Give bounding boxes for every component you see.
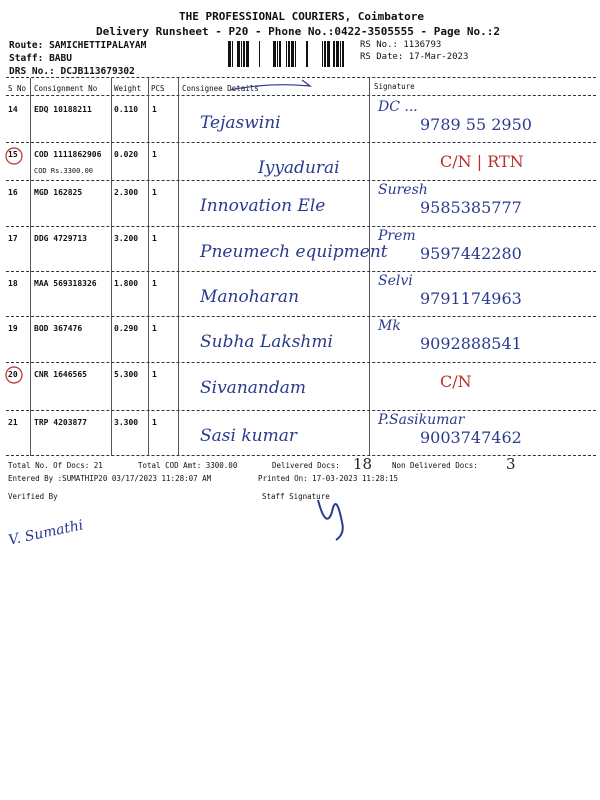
total-cod-label: Total COD Amt: xyxy=(138,461,202,470)
col-weight: Weight xyxy=(114,84,142,93)
row-signature-phone: 9585385777 xyxy=(420,198,522,217)
row-signature-name: P.Sasikumar xyxy=(378,412,465,428)
header-arrow-stroke xyxy=(230,80,310,90)
entered-by: Entered By :SUMATHIP20 03/17/2023 11:28:07 AM xyxy=(8,474,212,483)
row-consignee-handwritten: Pneumech equipment xyxy=(200,242,388,262)
row-weight: 3.200 xyxy=(114,234,139,243)
verified-by-label: Verified By xyxy=(8,492,58,501)
row-cod-amount: COD Rs.3300.00 xyxy=(34,167,94,175)
row-pcs: 1 xyxy=(152,150,157,159)
row-pcs: 1 xyxy=(152,418,157,427)
row-consignment-no: CNR 1646565 xyxy=(34,370,87,379)
row-sno: 17 xyxy=(8,234,18,243)
drs-value: DCJB113679302 xyxy=(60,66,135,77)
row-signature-status: C/N | RTN xyxy=(440,152,524,171)
row-pcs: 1 xyxy=(152,105,157,114)
col-pcs: PCS xyxy=(151,84,165,93)
row-signature-phone: 9791174963 xyxy=(420,289,522,308)
row-consignee-handwritten: Manoharan xyxy=(200,287,300,307)
row-weight: 0.020 xyxy=(114,150,139,159)
total-cod-value: 3300.00 xyxy=(205,461,238,470)
row-weight: 1.800 xyxy=(114,279,139,288)
row-consignment-no: COD 1111862906 xyxy=(34,150,102,159)
col-signature: Signature xyxy=(374,82,415,91)
rs-no-value: 1136793 xyxy=(403,40,442,50)
col-consignment: Consignment No xyxy=(34,84,98,93)
row-weight: 5.300 xyxy=(114,370,139,379)
row-consignee-handwritten: Innovation Ele xyxy=(200,196,326,216)
row-signature-phone: 9597442280 xyxy=(420,244,522,263)
row-weight: 0.290 xyxy=(114,324,139,333)
row-sno: 20 xyxy=(8,370,18,379)
row-consignee-handwritten: Sivanandam xyxy=(200,378,306,398)
row-sno: 14 xyxy=(8,105,18,114)
row-signature-phone: 9789 55 2950 xyxy=(420,115,532,134)
row-sno: 18 xyxy=(8,279,18,288)
row-sno: 21 xyxy=(8,418,18,427)
col-sno: S No xyxy=(8,84,27,93)
row-signature-phone: 9003747462 xyxy=(420,428,522,447)
total-docs-value: 21 xyxy=(93,461,103,470)
row-sno: 15 xyxy=(8,150,18,159)
company-title: THE PROFESSIONAL COURIERS, Coimbatore xyxy=(179,10,425,23)
row-signature-status: C/N xyxy=(440,372,472,391)
verifier-signature: V. Sumathi xyxy=(7,517,85,549)
row-pcs: 1 xyxy=(152,279,157,288)
row-consignee-handwritten: Subha Lakshmi xyxy=(200,332,333,352)
row-sno: 16 xyxy=(8,188,18,197)
route-label: Route: xyxy=(9,40,44,51)
rs-no-label: RS No.: xyxy=(360,40,398,50)
row-pcs: 1 xyxy=(152,370,157,379)
row-weight: 2.300 xyxy=(114,188,139,197)
total-docs-label: Total No. Of Docs: xyxy=(8,461,90,470)
drs-label: DRS No.: xyxy=(9,66,55,77)
route-value: SAMICHETTIPALAYAM xyxy=(49,40,147,51)
staff-value: BABU xyxy=(49,53,72,64)
circle-mark-20 xyxy=(6,367,22,383)
row-signature-name: Suresh xyxy=(378,182,428,198)
row-sno: 19 xyxy=(8,324,18,333)
row-pcs: 1 xyxy=(152,188,157,197)
row-consignment-no: EDQ 10188211 xyxy=(34,105,92,114)
row-consignee-handwritten: Tejaswini xyxy=(200,113,281,133)
row-weight: 3.300 xyxy=(114,418,139,427)
row-consignment-no: MAA 569318326 xyxy=(34,279,97,288)
staff-label: Staff: xyxy=(9,53,44,64)
row-weight: 0.110 xyxy=(114,105,139,114)
runsheet-subtitle: Delivery Runsheet - P20 - Phone No.:0422-3505555 - Page No.:2 xyxy=(96,25,500,38)
row-consignee-handwritten: Iyyadurai xyxy=(258,158,340,178)
rs-date-value: 17-Mar-2023 xyxy=(408,52,469,62)
non-delivered-label: Non Delivered Docs: xyxy=(392,461,478,470)
delivered-label: Delivered Docs: xyxy=(272,461,340,470)
row-consignment-no: MGD 162825 xyxy=(34,188,83,197)
row-pcs: 1 xyxy=(152,324,157,333)
row-signature-name: Selvi xyxy=(378,273,413,289)
row-signature-name: Prem xyxy=(378,228,416,244)
row-pcs: 1 xyxy=(152,234,157,243)
circle-mark-15 xyxy=(6,148,22,164)
row-consignment-no: BOD 367476 xyxy=(34,324,83,333)
col-consignee: Consignee Details xyxy=(182,84,259,93)
staff-signature-scribble xyxy=(318,500,343,540)
row-consignment-no: TRP 4203877 xyxy=(34,418,87,427)
rs-date-label: RS Date: xyxy=(360,52,404,62)
delivered-value: 18 xyxy=(353,455,373,473)
row-signature-name: DC ... xyxy=(378,99,418,115)
row-signature-phone: 9092888541 xyxy=(420,334,522,353)
row-consignee-handwritten: Sasi kumar xyxy=(200,426,297,446)
row-consignment-no: DDG 4729713 xyxy=(34,234,87,243)
staff-signature-label: Staff Signature xyxy=(262,492,330,501)
printed-on: Printed On: 17-03-2023 11:28:15 xyxy=(258,474,398,483)
non-delivered-value: 3 xyxy=(506,455,516,473)
row-signature-name: Mk xyxy=(378,318,401,334)
